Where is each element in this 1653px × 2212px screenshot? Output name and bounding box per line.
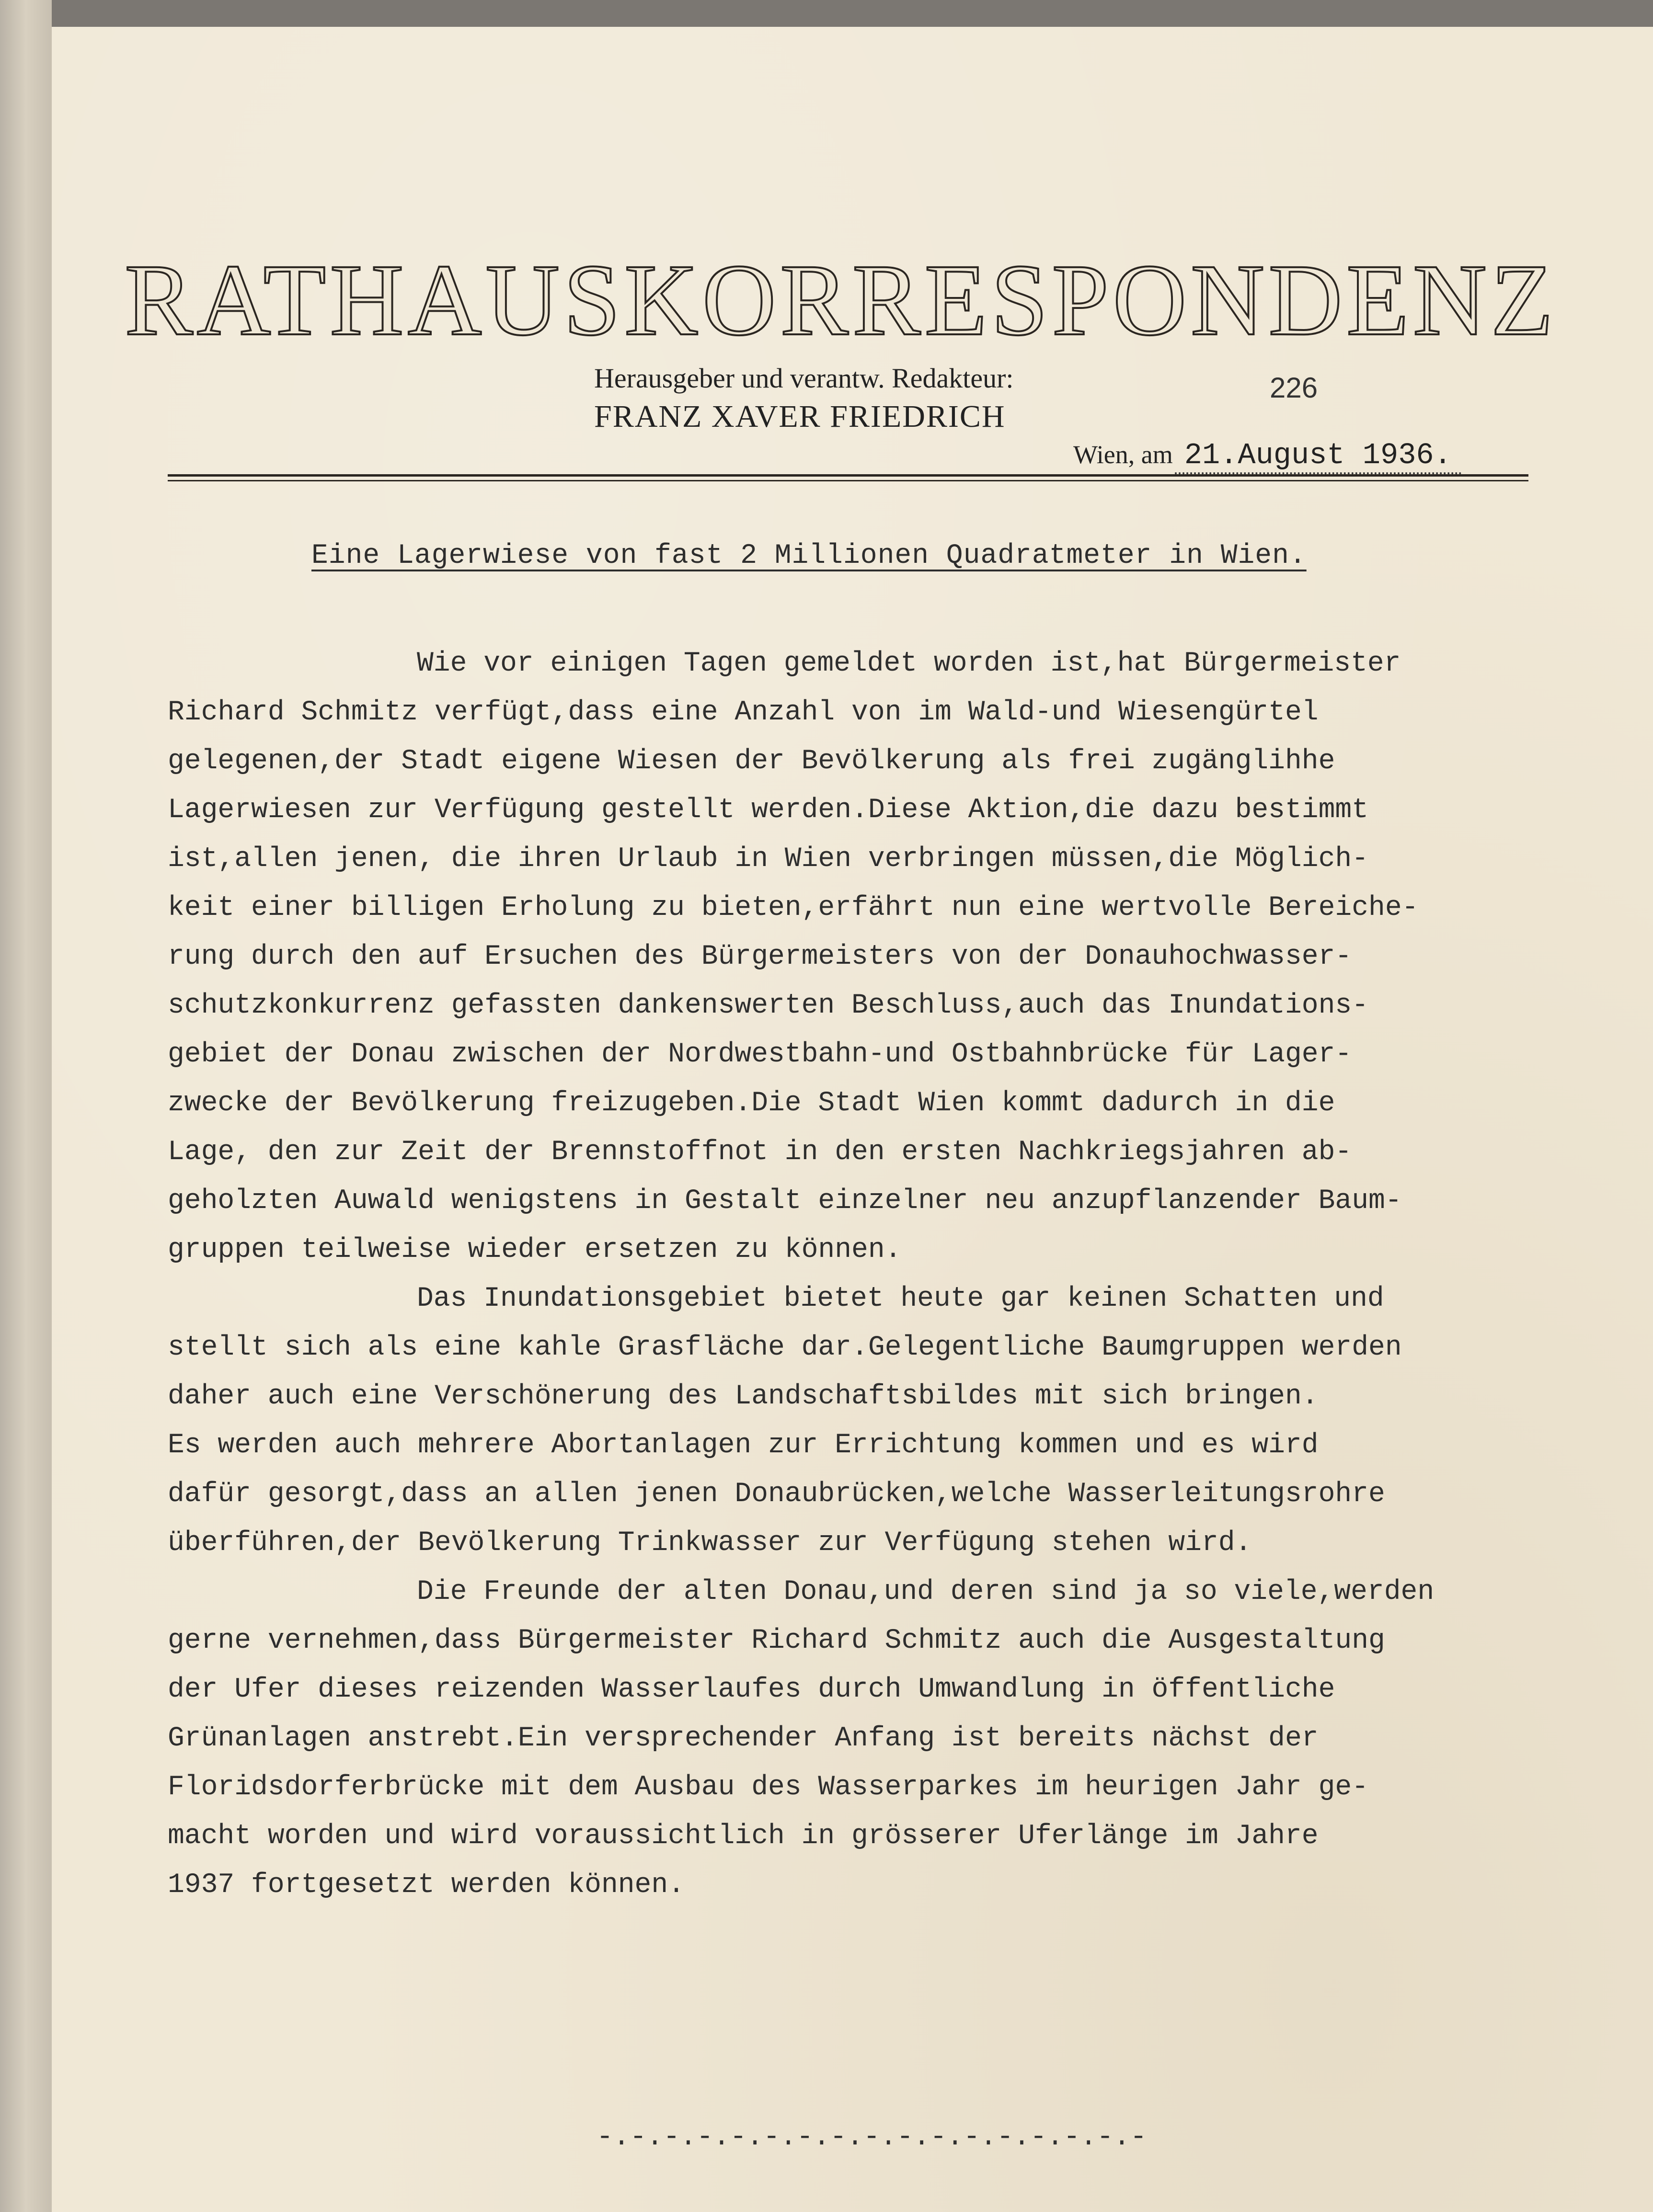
article-line: Das Inundationsgebiet bietet heute gar keinen Schatten und xyxy=(417,1283,1384,1314)
article-line: Die Freunde der alten Donau,und deren sind ja so viele,werden xyxy=(417,1576,1435,1608)
article-line: gelegenen,der Stadt eigene Wiesen der Bevölkerung als frei zugänglihhe xyxy=(168,746,1335,777)
article-line: gebiet der Donau zwischen der Nordwestbahn-und Ostbahnbrücke für Lager- xyxy=(168,1039,1352,1070)
masthead-title: RATHAUSKORRESPONDENZ xyxy=(125,243,1557,357)
publisher-label: Herausgeber und verantw. Redakteur: xyxy=(594,363,1014,394)
article-line: Grünanlagen anstrebt.Ein versprechender Anfang ist bereits nächst der xyxy=(168,1723,1319,1754)
article-headline: Eine Lagerwiese von fast 2 Millionen Quadratmeter in Wien. xyxy=(311,540,1307,571)
publisher-block xyxy=(594,362,1217,438)
article-line: keit einer billigen Erholung zu bieten,erfährt nun eine wertvolle Bereiche- xyxy=(168,892,1419,924)
article-line: rung durch den auf Ersuchen des Bürgermeisters von der Donauhochwasser- xyxy=(168,941,1352,972)
article-line: stellt sich als eine kahle Grasfläche dar.Gelegentliche Baumgruppen werden xyxy=(168,1332,1402,1363)
article-line: gruppen teilweise wieder ersetzen zu können. xyxy=(168,1234,902,1266)
article-line: Floridsdorferbrücke mit dem Ausbau des Wasserparkes im heurigen Jahr ge- xyxy=(168,1772,1369,1803)
article-line: schutzkonkurrenz gefassten dankenswerten Beschluss,auch das Inundations- xyxy=(168,990,1369,1021)
end-separator: -.-.-.-.-.-.-.-.-.-.-.-.-.-.-.-.- xyxy=(597,2122,1147,2153)
article-line: daher auch eine Verschönerung des Landschaftsbildes mit sich bringen. xyxy=(168,1381,1319,1412)
header-rule xyxy=(168,474,1528,477)
article-line: der Ufer dieses reizenden Wasserlaufes durch Umwandlung in öffentliche xyxy=(168,1674,1335,1705)
article-line: Richard Schmitz verfügt,dass eine Anzahl von im Wald-und Wiesengürtel xyxy=(168,697,1319,728)
binding-spine xyxy=(0,0,52,2212)
article-line: gerne vernehmen,dass Bürgermeister Richard Schmitz auch die Ausgestaltung xyxy=(168,1625,1385,1656)
article-line: Lagerwiesen zur Verfügung gestellt werden.Diese Aktion,die dazu bestimmt xyxy=(168,795,1369,826)
issue-number: 226 xyxy=(1270,372,1318,404)
article-line: dafür gesorgt,dass an allen jenen Donaubrücken,welche Wasserleitungsrohre xyxy=(168,1479,1385,1510)
article-line: zwecke der Bevölkerung freizugeben.Die Stadt Wien kommt dadurch in die xyxy=(168,1088,1335,1119)
article-line: Lage, den zur Zeit der Brennstoffnot in den ersten Nachkriegsjahren ab- xyxy=(168,1137,1352,1168)
article-line: Wie vor einigen Tagen gemeldet worden ist,hat Bürgermeister xyxy=(417,648,1401,679)
article-line: überführen,der Bevölkerung Trinkwasser zur Verfügung stehen wird. xyxy=(168,1528,1252,1559)
dateline xyxy=(1073,438,1533,472)
header-rule-secondary xyxy=(168,480,1528,481)
article-line: geholzten Auwald wenigstens in Gestalt einzelner neu anzupflanzender Baum- xyxy=(168,1186,1402,1217)
article-line: Es werden auch mehrere Abortanlagen zur Errichtung kommen und es wird xyxy=(168,1430,1319,1461)
publisher-name: FRANZ XAVER FRIEDRICH xyxy=(594,399,1006,434)
article-line: ist,allen jenen, die ihren Urlaub in Wien verbringen müssen,die Möglich- xyxy=(168,844,1369,875)
dateline-prefix: Wien, am xyxy=(1073,440,1173,469)
dateline-date: 21.August 1936. xyxy=(1175,438,1461,474)
article-body xyxy=(168,639,1581,1910)
article-line: 1937 fortgesetzt werden können. xyxy=(168,1870,685,1901)
article-line: macht worden und wird voraussichtlich in grösserer Uferlänge im Jahre xyxy=(168,1821,1319,1852)
